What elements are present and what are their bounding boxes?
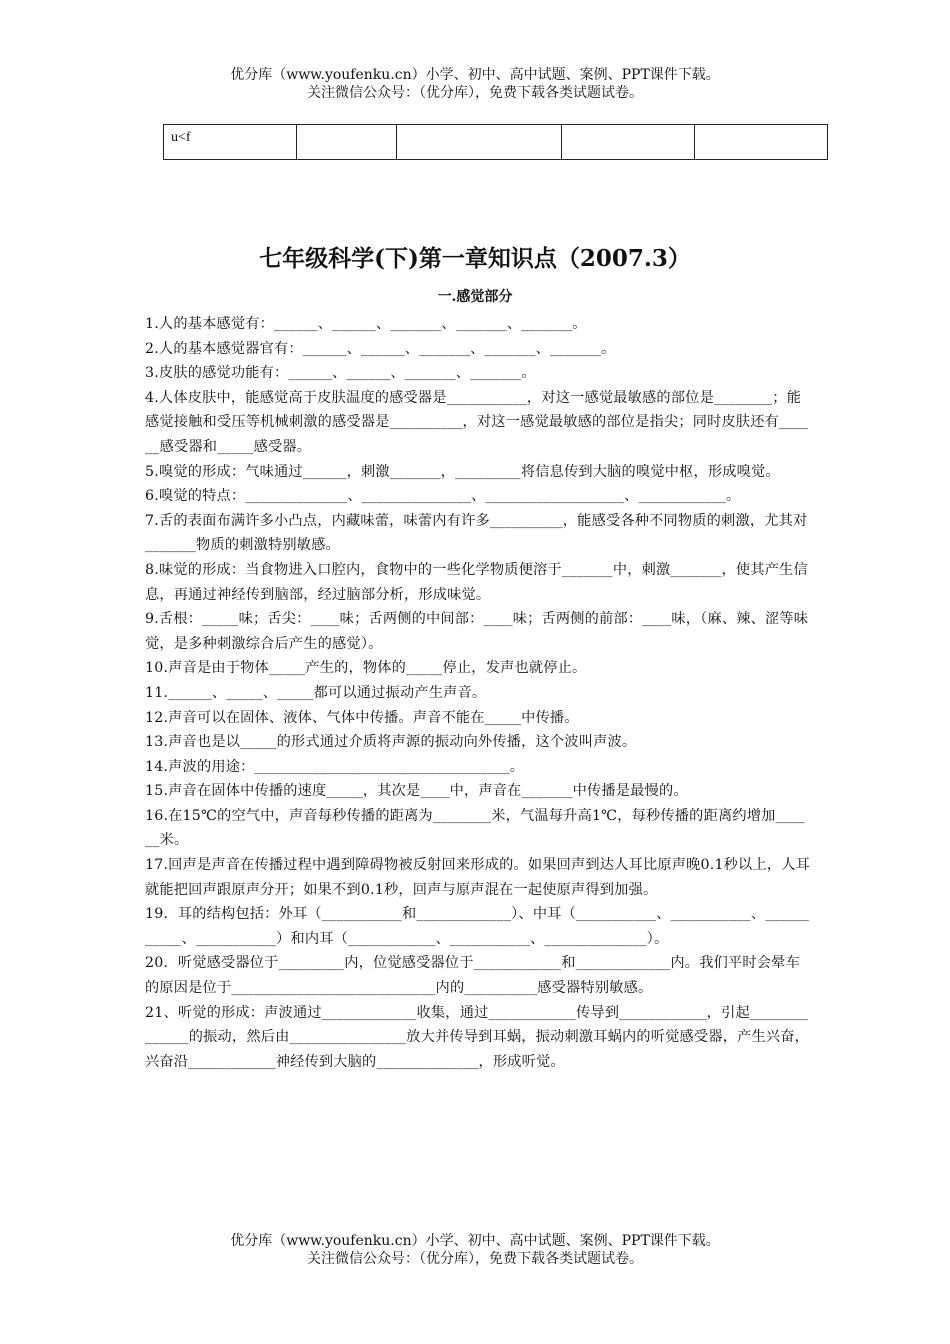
question-item: 9.舌根：_____味；舌尖：____味；舌两侧的中间部：____味；舌两侧的前部：____味，（麻、辣、涩等味觉，是多种刺激综合后产生的感觉）。: [145, 611, 809, 652]
question-item: 11.______、_____、_____都可以通过振动产生声音。: [145, 684, 487, 701]
question-item: 21、听觉的形成：声波通过_____________收集，通过____________传导到____________，引起______________的振动，然后由________________放大并传导到耳蜗，振动刺激耳蜗内的听觉感受器，产生兴奋，兴奋沿____________神经传到大脑的______________，形成听觉。: [145, 1004, 810, 1070]
question-item: 3.皮肤的感觉功能有：______、______、_______、_______。: [145, 365, 536, 382]
footer-line-wechat: 关注微信公众号：（优分库），免费下载各类试题试卷。: [307, 1251, 643, 1267]
page-footer: [0, 1232, 950, 1268]
question-item: 6.嗅觉的特点：______________、_______________、___________________、____________。: [145, 488, 741, 505]
section-heading: 一.感觉部分: [437, 289, 513, 305]
question-item: 14.声波的用途：___________________________________。: [145, 758, 525, 775]
table-cell: [397, 125, 562, 160]
table-cell: u<f: [164, 125, 297, 160]
footer-line-website: 优分库（www.youfenku.cn）小学、初中、高中试题、案例、PPT课件下载。: [230, 1233, 720, 1249]
table-cell: [695, 125, 828, 160]
table-cell: [562, 125, 695, 160]
table-fragment: [163, 124, 828, 160]
question-item: 4.人体皮肤中，能感觉高于皮肤温度的感受器是___________，对这一感觉最敏感的部位是________；能感觉接触和受压等机械刺激的感受器是__________，对这一感觉最敏感的部位是指尖；同时皮肤还有______感受器和_____感受器。: [145, 389, 809, 455]
question-item: 8.味觉的形成：当食物进入口腔内，食物中的一些化学物质便溶于_______中，刺激_______，使其产生信息，再通过神经传到脑部，经过脑部分析，形成味觉。: [145, 561, 808, 603]
question-item: 5.嗅觉的形成：气味通过______，刺激_______，_________将信息传到大脑的嗅觉中枢，形成嗅觉。: [145, 463, 780, 480]
table-cell: [297, 125, 397, 160]
question-item: 12.声音可以在固体、液体、气体中传播。声音不能在_____中传播。: [145, 709, 579, 726]
question-item: 19．耳的结构包括：外耳（___________和_____________）、中耳（___________、___________、___________、___________）和内耳（____________、___________、______________）。: [145, 906, 809, 947]
page-header: [0, 66, 950, 102]
header-line-website: 优分库（www.youfenku.cn）小学、初中、高中试题、案例、PPT课件下载。: [230, 67, 720, 83]
question-item: 15.声音在固体中传播的速度_____，其次是____中，声音在_______中传播是最慢的。: [145, 783, 688, 800]
question-item: 13.声音也是以_____的形式通过介质将声源的振动向外传播，这个波叫声波。: [145, 734, 637, 751]
question-item: 16.在15℃的空气中，声音每秒传播的距离为________米，气温每升高1℃，每秒传播的距离约增加______米。: [145, 807, 805, 849]
question-item: 20．听觉感受器位于_________内，位觉感受器位于____________和_____________内。我们平时会晕车的原因是位于____________________________内的__________感受器特别敏感。: [145, 955, 800, 997]
question-item: 17.回声是声音在传播过程中遇到障碍物被反射回来形成的。如果回声到达人耳比原声晚0.1秒以上，人耳就能把回声跟原声分开；如果不到0.1秒，回声与原声混在一起使原声得到加强。: [145, 857, 810, 898]
table-row: [164, 125, 828, 160]
question-item: 7.舌的表面布满许多小凸点，内藏味蕾，味蕾内有许多__________，能感受各种不同物质的刺激，尤其对_______物质的刺激特别敏感。: [145, 512, 808, 554]
header-line-wechat: 关注微信公众号：（优分库），免费下载各类试题试卷。: [307, 85, 643, 101]
document-title: 七年级科学(下)第一章知识点（2007.3）: [259, 245, 691, 272]
question-item: 10.声音是由于物体_____产生的，物体的_____停止，发声也就停止。: [145, 660, 587, 677]
question-item: 2.人的基本感觉器官有：______、______、_______、_______、_______。: [145, 340, 616, 357]
question-list: [145, 312, 810, 1074]
question-item: 1.人的基本感觉有：______、______、_______、_______、_______。: [145, 316, 587, 332]
